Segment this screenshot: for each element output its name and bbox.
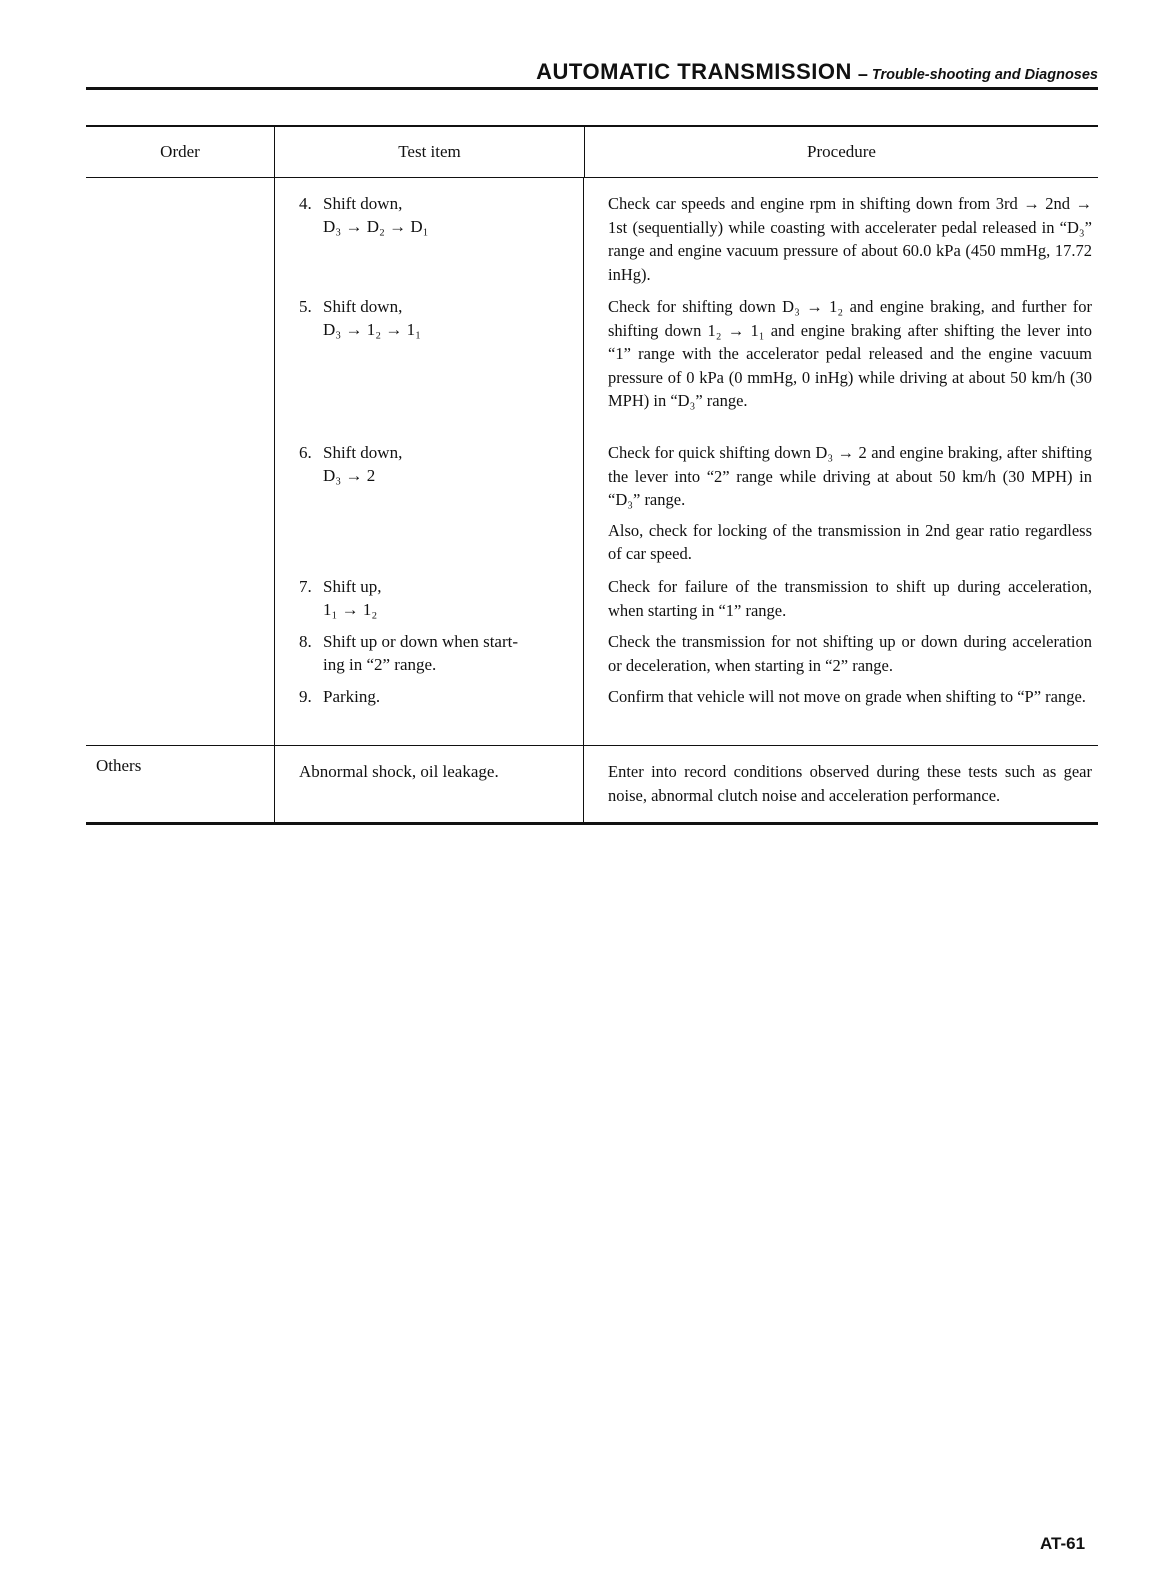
item-number: 7. bbox=[299, 577, 312, 596]
column-header-test-item: Test item bbox=[274, 127, 584, 177]
table-row bbox=[86, 178, 1098, 745]
procedure-text: Check the transmission for not shifting up or down during acceleration or deceleration, when starting in “2” range. bbox=[608, 632, 1092, 675]
procedure-group bbox=[608, 295, 1092, 441]
page-number: AT-61 bbox=[1040, 1534, 1086, 1553]
procedure-text: Check for failure of the transmission to shift up during acceleration, when starting in “1” range. bbox=[608, 577, 1092, 620]
order-cell bbox=[86, 178, 274, 745]
test-item-cell bbox=[274, 178, 583, 745]
procedure-text: Also, check for locking of the transmission in 2nd gear ratio regardless of car speed. bbox=[608, 520, 1092, 563]
item-text: Parking. bbox=[323, 687, 381, 706]
header-subtitle: Trouble-shooting and Diagnoses bbox=[871, 66, 1098, 83]
procedure-group bbox=[608, 441, 1092, 575]
item-number: 4. bbox=[299, 194, 312, 213]
procedure-text: Check for shifting down D₃ → 1₂ and engine braking, and further for shifting down 1₂ → 1₁ and engine braking after shifting the lever into “1” range with the accelerator pedal released and the engine vacuum pressure of 0 kPa (0 mmHg, 0 inHg) while driving at about 50 km/h (30 MPH) in “D₃” range. bbox=[608, 297, 1092, 410]
item-text: Abnormal shock, oil leakage. bbox=[299, 762, 499, 781]
test-item bbox=[299, 575, 573, 630]
test-procedure-table bbox=[86, 125, 1098, 825]
table-row bbox=[86, 745, 1098, 822]
item-text: Shift down, D₃ → 1₂ → 1₁ bbox=[323, 297, 422, 339]
column-header-procedure: Procedure bbox=[584, 127, 1098, 177]
item-number: 5. bbox=[299, 297, 312, 316]
procedure-group bbox=[608, 575, 1092, 630]
item-text: Shift down, D₃ → 2 bbox=[323, 443, 403, 485]
test-item bbox=[299, 760, 573, 783]
item-text: Shift up, 1₁ → 1₂ bbox=[323, 577, 382, 619]
item-text: Shift down, D₃ → D₂ → D₁ bbox=[323, 194, 429, 236]
procedure-cell bbox=[583, 178, 1096, 745]
procedure-text: Confirm that vehicle will not move on grade when shifting to “P” range. bbox=[608, 687, 1086, 706]
item-number: 9. bbox=[299, 687, 312, 706]
procedure-group bbox=[608, 685, 1092, 737]
item-text: Shift up or down when start- ing in “2” range. bbox=[323, 632, 519, 674]
procedure-text: Check for quick shifting down D₃ → 2 and engine braking, after shifting the lever into “2” range while driving at about 50 km/h (30 MPH) in “D₃” range. bbox=[608, 443, 1092, 509]
header-title: AUTOMATIC TRANSMISSION bbox=[536, 59, 852, 84]
item-number: 6. bbox=[299, 443, 312, 462]
page-header bbox=[86, 58, 1098, 90]
order-cell: Others bbox=[96, 756, 142, 775]
test-item bbox=[299, 630, 573, 685]
test-item bbox=[299, 295, 573, 441]
item-number: 8. bbox=[299, 632, 312, 651]
procedure-group bbox=[608, 630, 1092, 685]
table-header-row bbox=[86, 127, 1098, 178]
test-item bbox=[299, 192, 573, 295]
procedure-text: Check car speeds and engine rpm in shifting down from 3rd → 2nd → 1st (sequentially) while coasting with accelerater pedal released in “D₃” range and engine vacuum pressure of about 60.0 kPa (450 mmHg, 17.72 inHg). bbox=[608, 194, 1092, 284]
test-item bbox=[299, 685, 573, 737]
test-item-cell bbox=[274, 746, 583, 822]
procedure-cell bbox=[583, 746, 1096, 822]
test-item bbox=[299, 441, 573, 575]
header-separator: – bbox=[857, 64, 868, 84]
procedure-text: Enter into record conditions observed during these tests such as gear noise, abnormal clutch noise and acceleration performance. bbox=[608, 762, 1092, 805]
column-header-order: Order bbox=[160, 142, 200, 161]
procedure-group bbox=[608, 192, 1092, 295]
